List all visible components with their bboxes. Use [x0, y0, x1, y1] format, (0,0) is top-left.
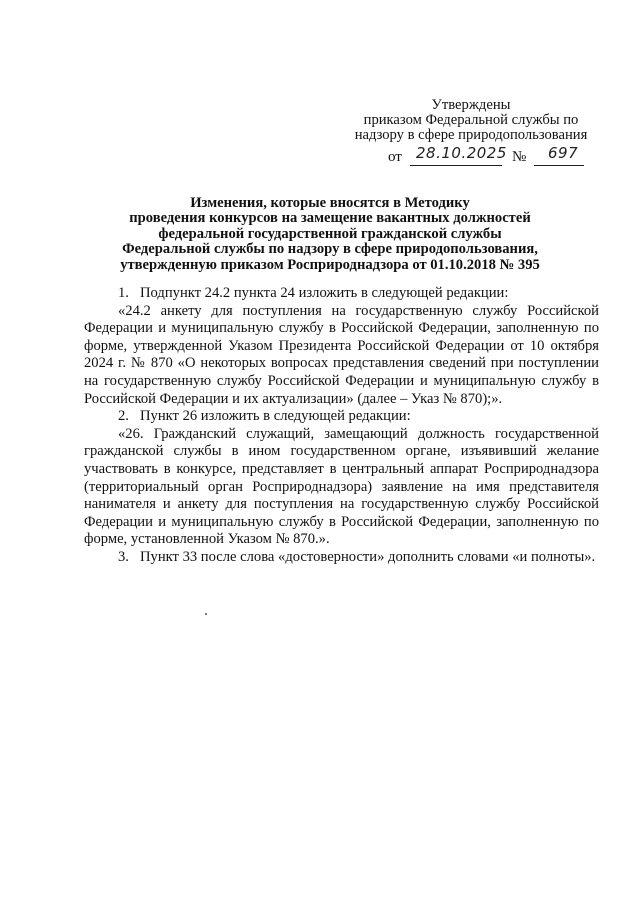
- item-number: 3.: [118, 548, 129, 565]
- item-heading-text: Подпункт 24.2 пункта 24 изложить в следующей редакции:: [140, 285, 509, 301]
- order-date-underline: [410, 165, 502, 166]
- item-number: 1.: [118, 285, 129, 301]
- order-number-handwritten: 697: [548, 144, 579, 162]
- item-number: 2.: [118, 408, 129, 425]
- title-line: Федеральной службы по надзору в сфере природопользования,: [122, 241, 538, 258]
- title-line: проведения конкурсов на замещение вакантных должностей: [129, 210, 531, 227]
- title-line: федеральной государственной гражданской службы: [158, 225, 502, 242]
- item-text: «24.2 анкету для поступления на государственную службу Российской Федерации и муниципальную службу в Российской Федерации, заполненную по форме, утвержденной Указом Президента Российской Федерации от 10 октября 2024 г. № 870 «О некоторых вопросах представления сведений при поступлении на государственную службу Российской Федерации и муниципальную службу в Российской Федерации и их актуализации» (далее – Указ № 870);».: [84, 302, 599, 407]
- scan-speck: [205, 613, 207, 615]
- item-text: «26. Гражданский служащий, замещающий должность государственной гражданской службы в ином государственном органе, изъявивший желание участвовать в конкурсе, представляет в центральный аппарат Росприроднадзора (территориальный орган Росприроднадзора) заявление на имя представителя нанимателя и анкету для поступления на государственную службу Российской Федерации и муниципальную службу в Российской Федерации, заполненную по форме, установленной Указом № 870.».: [84, 425, 599, 548]
- item-heading: [84, 408, 599, 426]
- order-date-handwritten: 28.10.2025: [416, 144, 507, 162]
- order-number-label: №: [512, 149, 527, 165]
- document-title: [100, 196, 560, 273]
- approval-line: приказом Федеральной службы по: [363, 112, 579, 128]
- title-line: утвержденную приказом Росприроднадзора от 01.10.2018 № 395: [120, 256, 540, 273]
- order-number-underline: [534, 165, 584, 166]
- item-heading-text: Пункт 33 после слова «достоверности» дополнить словами «и полноты».: [140, 548, 596, 565]
- order-date-label: от: [388, 149, 402, 165]
- item-heading: [84, 285, 599, 303]
- order-line: [388, 144, 588, 167]
- approval-block: [340, 98, 602, 143]
- item-heading-text: Пункт 26 изложить в следующей редакции:: [140, 408, 411, 425]
- document-body: [84, 285, 599, 567]
- item-heading: [84, 549, 599, 567]
- title-line: Изменения, которые вносятся в Методику: [190, 195, 470, 211]
- approval-line: Утверждены: [431, 97, 511, 113]
- approval-line: надзору в сфере природопользования: [354, 127, 588, 143]
